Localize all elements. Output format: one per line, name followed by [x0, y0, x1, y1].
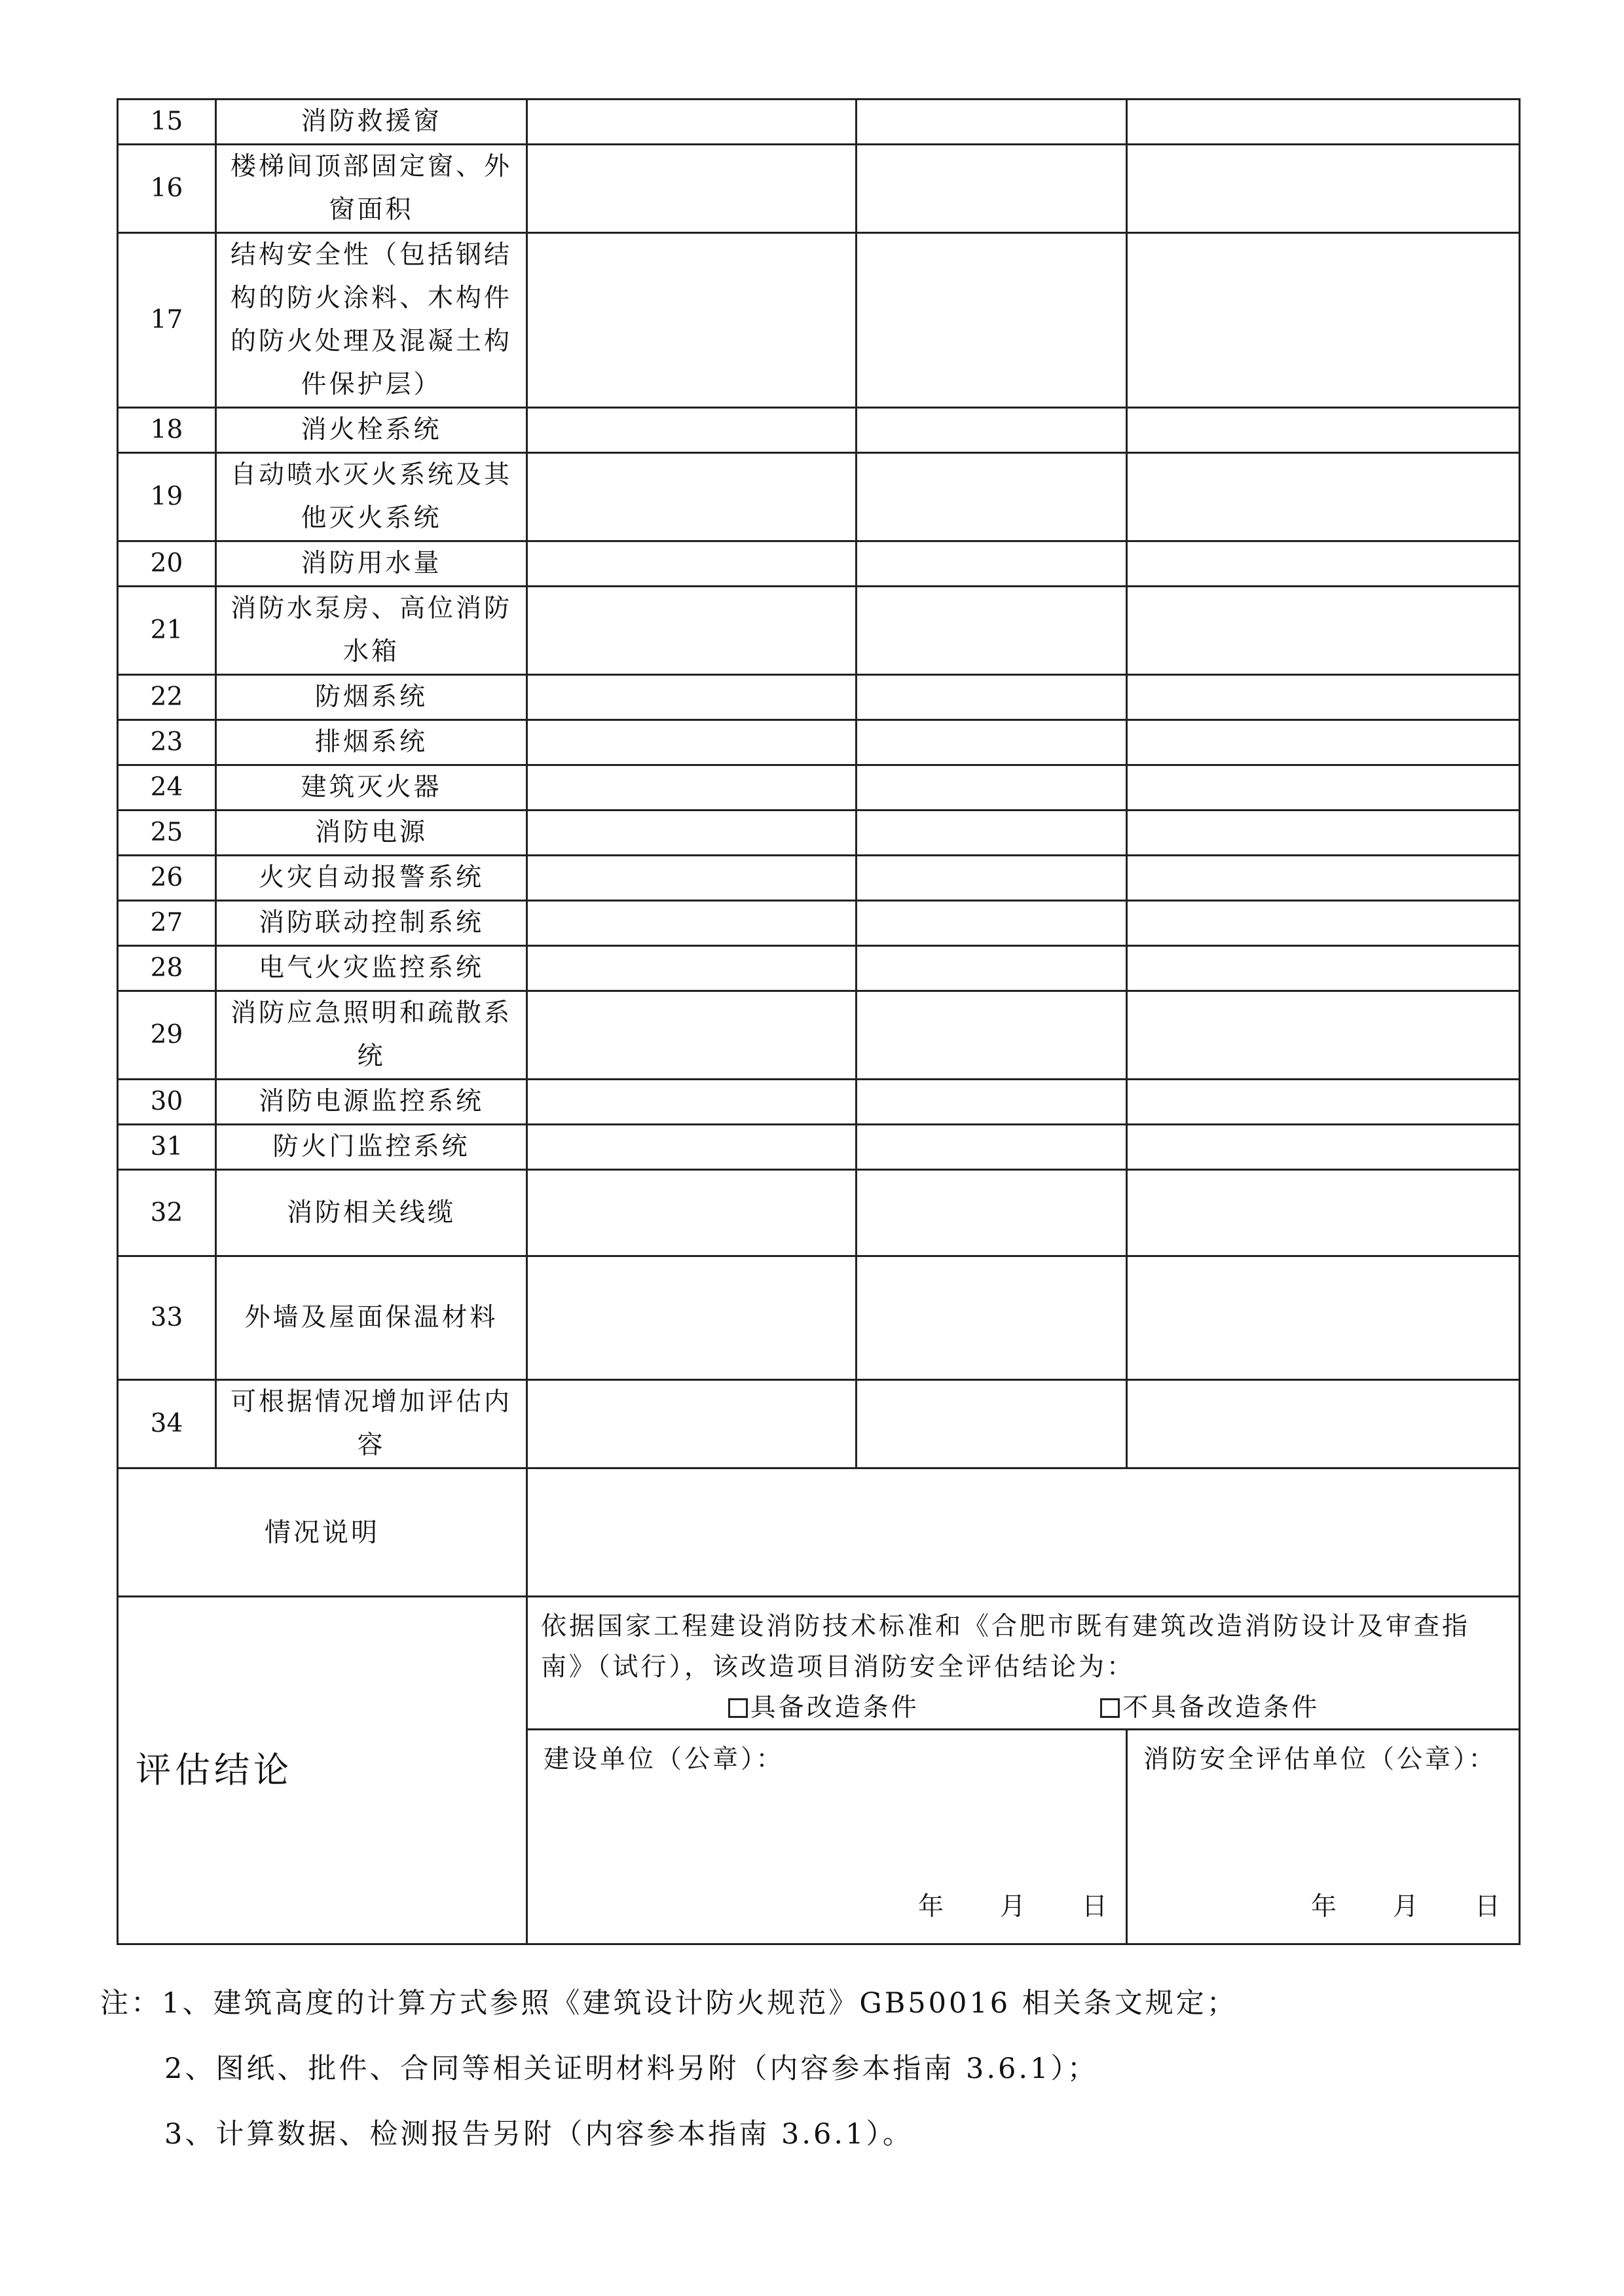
notes — [100, 1971, 1541, 2167]
input-cell[interactable] — [857, 1170, 1127, 1256]
assessment-table — [117, 98, 1521, 1945]
assessor-label: 消防安全评估单位（公章）： — [1143, 1745, 1497, 1774]
input-cell[interactable] — [1127, 720, 1520, 765]
input-cell[interactable] — [857, 1080, 1127, 1125]
row-number: 21 — [118, 587, 216, 675]
input-cell[interactable] — [527, 145, 857, 233]
row-number: 20 — [118, 541, 216, 587]
note-3: 3、计算数据、检测报告另附（内容参本指南 3.6.1）。 — [164, 2118, 913, 2151]
input-cell[interactable] — [857, 720, 1127, 765]
input-cell[interactable] — [857, 946, 1127, 991]
table-row — [118, 145, 1520, 233]
input-cell[interactable] — [527, 408, 857, 453]
date-day: 日 — [1474, 1892, 1500, 1922]
row-number: 16 — [118, 145, 216, 233]
input-cell[interactable] — [857, 587, 1127, 675]
input-cell[interactable] — [857, 675, 1127, 720]
row-number: 27 — [118, 901, 216, 946]
input-cell[interactable] — [857, 901, 1127, 946]
note-2: 2、图纸、批件、合同等相关证明材料另附（内容参本指南 3.6.1）； — [164, 2052, 1098, 2085]
input-cell[interactable] — [527, 765, 857, 811]
row-item: 排烟系统 — [216, 720, 527, 765]
row-item: 可根据情况增加评估内容 — [216, 1380, 527, 1468]
input-cell[interactable] — [527, 946, 857, 991]
input-cell[interactable] — [857, 811, 1127, 856]
row-number: 31 — [118, 1125, 216, 1170]
builder-signature-cell[interactable] — [527, 1730, 1127, 1944]
row-item: 楼梯间顶部固定窗、外窗面积 — [216, 145, 527, 233]
remarks-input[interactable] — [527, 1468, 1520, 1597]
input-cell[interactable] — [857, 408, 1127, 453]
row-item: 火灾自动报警系统 — [216, 856, 527, 901]
row-item: 消防电源监控系统 — [216, 1080, 527, 1125]
table-row — [118, 1380, 1520, 1468]
input-cell[interactable] — [1127, 408, 1520, 453]
input-cell[interactable] — [1127, 1380, 1520, 1468]
input-cell[interactable] — [1127, 453, 1520, 541]
input-cell[interactable] — [1127, 1125, 1520, 1170]
input-cell[interactable] — [527, 811, 857, 856]
row-item: 外墙及屋面保温材料 — [216, 1256, 527, 1380]
table-row — [118, 587, 1520, 675]
input-cell[interactable] — [1127, 765, 1520, 811]
table-row — [118, 1125, 1520, 1170]
input-cell[interactable] — [1127, 946, 1520, 991]
option-eligible-label: 具备改造条件 — [750, 1693, 919, 1722]
input-cell[interactable] — [1127, 856, 1520, 901]
input-cell[interactable] — [1127, 145, 1520, 233]
row-number: 32 — [118, 1170, 216, 1256]
row-number: 28 — [118, 946, 216, 991]
row-item: 消防水泵房、高位消防水箱 — [216, 587, 527, 675]
row-item: 消防相关线缆 — [216, 1170, 527, 1256]
input-cell[interactable] — [1127, 541, 1520, 587]
table-row — [118, 946, 1520, 991]
row-number: 19 — [118, 453, 216, 541]
table-row — [118, 541, 1520, 587]
table-row — [118, 991, 1520, 1080]
input-cell[interactable] — [1127, 901, 1520, 946]
checkbox-icon[interactable] — [1100, 1698, 1120, 1718]
row-number: 29 — [118, 991, 216, 1080]
remarks-row — [118, 1468, 1520, 1597]
input-cell[interactable] — [857, 1256, 1127, 1380]
table-row — [118, 408, 1520, 453]
input-cell[interactable] — [857, 541, 1127, 587]
input-cell[interactable] — [1127, 675, 1520, 720]
option-not-eligible[interactable] — [1100, 1688, 1320, 1728]
table-row — [118, 1080, 1520, 1125]
input-cell[interactable] — [857, 856, 1127, 901]
input-cell[interactable] — [1127, 100, 1520, 145]
conclusion-text-cell — [527, 1597, 1520, 1730]
date-day: 日 — [1081, 1892, 1107, 1922]
table-row — [118, 675, 1520, 720]
row-item: 消防联动控制系统 — [216, 901, 527, 946]
table-row — [118, 811, 1520, 856]
input-cell[interactable] — [857, 1380, 1127, 1468]
input-cell[interactable] — [1127, 991, 1520, 1080]
row-item: 防火门监控系统 — [216, 1125, 527, 1170]
input-cell[interactable] — [857, 453, 1127, 541]
input-cell[interactable] — [527, 1080, 857, 1125]
input-cell[interactable] — [857, 233, 1127, 408]
row-number: 25 — [118, 811, 216, 856]
input-cell[interactable] — [527, 587, 857, 675]
row-number: 15 — [118, 100, 216, 145]
date-month: 月 — [1392, 1892, 1418, 1922]
row-item: 消防用水量 — [216, 541, 527, 587]
input-cell[interactable] — [527, 1380, 857, 1468]
conclusion-options — [541, 1688, 1507, 1728]
input-cell[interactable] — [527, 100, 857, 145]
remarks-label: 情况说明 — [118, 1468, 527, 1597]
option-not-eligible-label: 不具备改造条件 — [1122, 1693, 1320, 1722]
row-item: 电气火灾监控系统 — [216, 946, 527, 991]
row-item: 结构安全性（包括钢结构的防火涂料、木构件的防火处理及混凝土构件保护层） — [216, 233, 527, 408]
input-cell[interactable] — [857, 765, 1127, 811]
input-cell[interactable] — [527, 856, 857, 901]
row-item: 消防救援窗 — [216, 100, 527, 145]
input-cell[interactable] — [857, 145, 1127, 233]
input-cell[interactable] — [857, 1125, 1127, 1170]
option-eligible[interactable] — [728, 1688, 919, 1728]
row-number: 34 — [118, 1380, 216, 1468]
input-cell[interactable] — [1127, 1170, 1520, 1256]
table-row — [118, 233, 1520, 408]
row-number: 24 — [118, 765, 216, 811]
row-number: 33 — [118, 1256, 216, 1380]
input-cell[interactable] — [857, 991, 1127, 1080]
row-item: 自动喷水灭火系统及其他灭火系统 — [216, 453, 527, 541]
date-year: 年 — [1310, 1892, 1337, 1922]
input-cell[interactable] — [527, 720, 857, 765]
row-item: 防烟系统 — [216, 675, 527, 720]
input-cell[interactable] — [527, 233, 857, 408]
table-row — [118, 856, 1520, 901]
input-cell[interactable] — [527, 541, 857, 587]
builder-date — [918, 1886, 1107, 1929]
conclusion-label: 评估结论 — [118, 1597, 527, 1944]
row-number: 18 — [118, 408, 216, 453]
table-row — [118, 1256, 1520, 1380]
note-prefix: 注： — [100, 1987, 162, 2020]
input-cell[interactable] — [527, 991, 857, 1080]
note-1-text: 1、建筑高度的计算方式参照《建筑设计防火规范》GB50016 相关条文规定； — [162, 1987, 1238, 2020]
table-row — [118, 901, 1520, 946]
input-cell[interactable] — [1127, 587, 1520, 675]
builder-label: 建设单位（公章）： — [544, 1745, 784, 1774]
row-item: 消防应急照明和疏散系统 — [216, 991, 527, 1080]
table-row — [118, 1170, 1520, 1256]
input-cell[interactable] — [1127, 811, 1520, 856]
input-cell[interactable] — [527, 453, 857, 541]
input-cell[interactable] — [527, 1256, 857, 1380]
input-cell[interactable] — [1127, 1080, 1520, 1125]
table-row — [118, 765, 1520, 811]
input-cell[interactable] — [1127, 233, 1520, 408]
table-row — [118, 720, 1520, 765]
row-number: 17 — [118, 233, 216, 408]
table-row — [118, 453, 1520, 541]
row-item: 建筑灭火器 — [216, 765, 527, 811]
date-year: 年 — [917, 1892, 944, 1922]
input-cell[interactable] — [1127, 1256, 1520, 1380]
input-cell[interactable] — [527, 901, 857, 946]
conclusion-statement: 依据国家工程建设消防技术标准和《合肥市既有建筑改造消防设计及审查指南》（试行），该改造项目消防安全评估结论为： — [541, 1612, 1471, 1682]
input-cell[interactable] — [527, 675, 857, 720]
row-number: 26 — [118, 856, 216, 901]
table-row — [118, 100, 1520, 145]
assessor-date — [1311, 1886, 1500, 1929]
assessor-signature-cell[interactable] — [1127, 1730, 1520, 1944]
row-number: 30 — [118, 1080, 216, 1125]
row-number: 23 — [118, 720, 216, 765]
note-1 — [100, 1971, 1541, 2036]
row-item: 消防电源 — [216, 811, 527, 856]
row-item: 消火栓系统 — [216, 408, 527, 453]
checkbox-icon[interactable] — [728, 1698, 748, 1718]
input-cell[interactable] — [527, 1125, 857, 1170]
row-number: 22 — [118, 675, 216, 720]
date-month: 月 — [999, 1892, 1025, 1922]
input-cell[interactable] — [857, 100, 1127, 145]
conclusion-row — [118, 1597, 1520, 1730]
input-cell[interactable] — [527, 1170, 857, 1256]
